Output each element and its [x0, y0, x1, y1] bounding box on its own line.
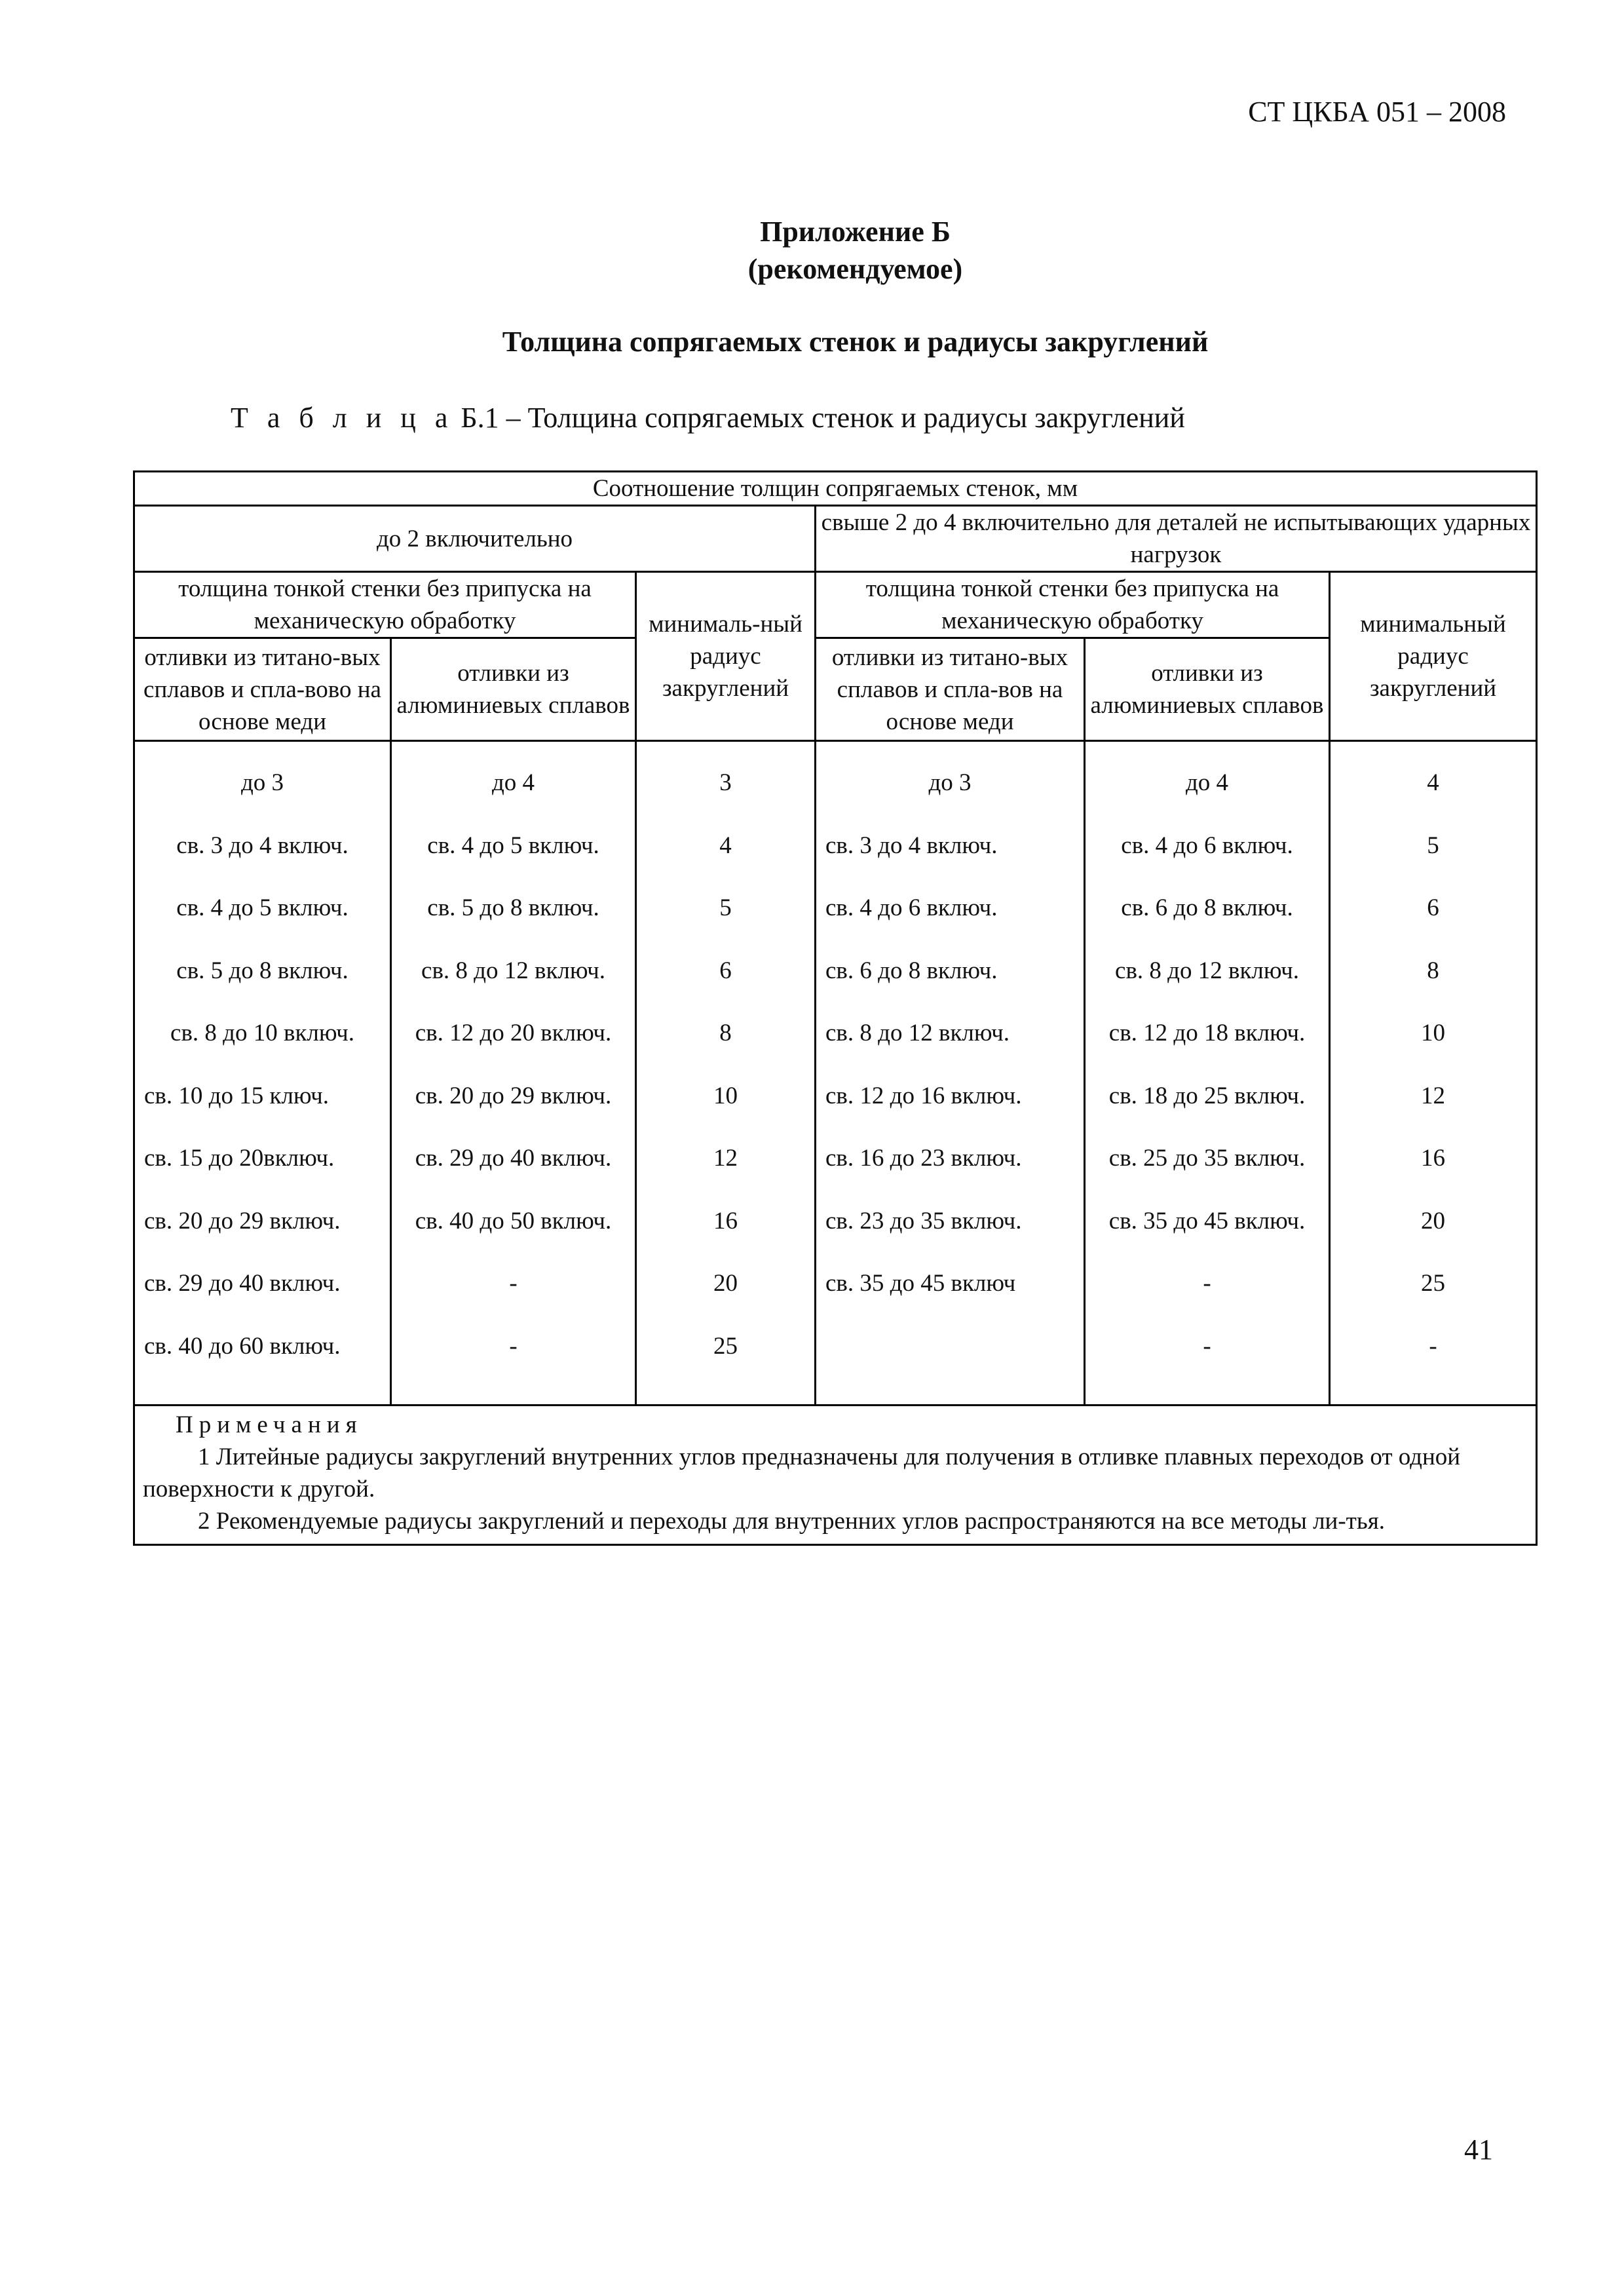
table-cell: 4 — [1427, 769, 1439, 796]
table-cell: св. 8 до 12 включ. — [1115, 957, 1299, 984]
header-titanium-g1: отливки из титано-вых сплавов и спла-вово на основе меди — [134, 638, 391, 741]
table-cell: св. 10 до 15 ключ. — [144, 1082, 329, 1109]
document-code: СТ ЦКБА 051 – 2008 — [1248, 96, 1506, 128]
table-caption-text: Б.1 – Толщина сопрягаемых стенок и радиусы закруглений — [453, 402, 1185, 434]
header-aluminum-g2: отливки из алюминиевых сплавов — [1085, 638, 1330, 741]
col-aluminum-g2 — [1085, 741, 1330, 1406]
col-min-radius-g2 — [1330, 741, 1537, 1406]
table-cell: 4 — [719, 832, 732, 859]
table-cell: св. 6 до 8 включ. — [1121, 894, 1293, 921]
table-cell: св. 12 до 18 включ. — [1108, 1020, 1306, 1046]
table-cell: св. 15 до 20включ. — [144, 1145, 335, 1172]
wall-thickness-table — [133, 470, 1538, 1546]
table-cell: 25 — [1421, 1270, 1445, 1297]
table-header-row-4 — [134, 638, 1537, 741]
table-cell: 5 — [719, 894, 732, 921]
table-cell: св. 4 до 5 включ. — [427, 832, 599, 859]
header-min-radius-g1: минималь-ный радиус закруглений — [636, 572, 816, 741]
table-header-row-3 — [134, 572, 1537, 638]
table-cell: св. 35 до 45 включ — [825, 1270, 1016, 1297]
notes-title: Примечания — [176, 1411, 363, 1438]
appendix-heading: Толщина сопрягаемых стенок и радиусы закруглений — [502, 326, 1209, 358]
table-cell — [820, 1330, 1080, 1393]
table-cell: 16 — [713, 1207, 738, 1234]
header-group-1: до 2 включительно — [134, 506, 816, 572]
table-cell: св. 40 до 60 включ. — [144, 1332, 341, 1360]
table-cell: св. 6 до 8 включ. — [825, 957, 998, 984]
table-cell: св. 35 до 45 включ. — [1108, 1207, 1306, 1234]
table-cell: до 4 — [491, 769, 535, 796]
table-cell: 12 — [1421, 1082, 1445, 1109]
table-cell: 20 — [1421, 1207, 1445, 1234]
header-titanium-g2: отливки из титано-вых сплавов и спла-вов на основе меди — [816, 638, 1085, 741]
note-1: 1 Литейные радиусы закруглений внутренних углов предназначены для получения в отливке плавных переходов от одной поверхности к другой. — [143, 1444, 1461, 1502]
table-cell: св. 29 до 40 включ. — [144, 1270, 341, 1297]
col-min-radius-g1 — [636, 741, 816, 1406]
table-cell: - — [1203, 1270, 1211, 1297]
table-cell: до 4 — [1185, 769, 1229, 796]
header-thin-wall-g2: толщина тонкой стенки без припуска на механическую обработку — [816, 572, 1330, 638]
table-cell: 16 — [1421, 1145, 1445, 1172]
table-cell: - — [509, 1270, 518, 1297]
table-cell: 5 — [1427, 832, 1439, 859]
appendix-title: Приложение Б — [760, 216, 951, 248]
table-body — [134, 741, 1537, 1406]
table-cell: 25 — [713, 1332, 738, 1360]
table-notes-row — [134, 1406, 1537, 1545]
header-thickness-ratio: Соотношение толщин сопрягаемых стенок, мм — [134, 472, 1537, 506]
header-group-2: свыше 2 до 4 включительно для деталей не испытывающих ударных нагрузок — [816, 506, 1537, 572]
col-titanium-g1 — [134, 741, 391, 1406]
notes-cell — [134, 1406, 1537, 1545]
table-cell: 8 — [719, 1020, 732, 1046]
table-cell: св. 4 до 5 включ. — [176, 894, 349, 921]
table-cell: св. 5 до 8 включ. — [427, 894, 599, 921]
table-cell: св. 3 до 4 включ. — [176, 832, 349, 859]
table-cell: св. 20 до 29 включ. — [415, 1082, 612, 1109]
table-cell: св. 4 до 6 включ. — [1121, 832, 1293, 859]
table-caption — [231, 401, 1185, 434]
table-cell: 6 — [1427, 894, 1439, 921]
table-cell: св. 8 до 12 включ. — [421, 957, 605, 984]
table-cell: 10 — [1421, 1020, 1445, 1046]
col-titanium-g2 — [816, 741, 1085, 1406]
col-aluminum-g1 — [391, 741, 636, 1406]
table-cell: до 3 — [928, 769, 972, 796]
table-cell: св. 29 до 40 включ. — [415, 1145, 612, 1172]
table-cell: св. 23 до 35 включ. — [825, 1207, 1022, 1234]
table-cell: - — [1203, 1332, 1211, 1360]
table-cell: св. 8 до 12 включ. — [825, 1020, 1010, 1046]
table-cell: св. 16 до 23 включ. — [825, 1145, 1022, 1172]
table-cell: св. 4 до 6 включ. — [825, 894, 998, 921]
header-aluminum-g1: отливки из алюминиевых сплавов — [391, 638, 636, 741]
table-cell: св. 12 до 20 включ. — [415, 1020, 612, 1046]
table-cell: св. 40 до 50 включ. — [415, 1207, 612, 1234]
page-number: 41 — [1464, 2133, 1493, 2166]
table-cell: св. 20 до 29 включ. — [144, 1207, 341, 1234]
table-cell: 10 — [713, 1082, 738, 1109]
table-cell: - — [1429, 1332, 1437, 1360]
header-thin-wall-g1: толщина тонкой стенки без припуска на механическую обработку — [134, 572, 636, 638]
header-min-radius-g2: минимальный радиус закруглений — [1330, 572, 1537, 741]
note-2: 2 Рекомендуемые радиусы закруглений и переходы для внутренних углов распространяются на все методы ли-тья. — [198, 1508, 1385, 1535]
table-cell: 6 — [719, 957, 732, 984]
table-header-row-1 — [134, 472, 1537, 506]
table-cell: 8 — [1427, 957, 1439, 984]
table-cell: св. 18 до 25 включ. — [1108, 1082, 1306, 1109]
table-cell: до 3 — [240, 769, 284, 796]
table-cell: св. 3 до 4 включ. — [825, 832, 998, 859]
appendix-subtitle: (рекомендуемое) — [747, 253, 963, 285]
table-cell: 3 — [719, 769, 732, 796]
table-cell: 20 — [713, 1270, 738, 1297]
table-cell: св. 5 до 8 включ. — [176, 957, 349, 984]
table-caption-prefix: Т а б л и ц а — [231, 402, 454, 434]
table-cell: св. 12 до 16 включ. — [825, 1082, 1022, 1109]
table-cell: 12 — [713, 1145, 738, 1172]
table-header-row-2 — [134, 506, 1537, 572]
table-cell: св. 8 до 10 включ. — [170, 1020, 354, 1046]
table-cell: - — [509, 1332, 518, 1360]
table-cell: св. 25 до 35 включ. — [1108, 1145, 1306, 1172]
